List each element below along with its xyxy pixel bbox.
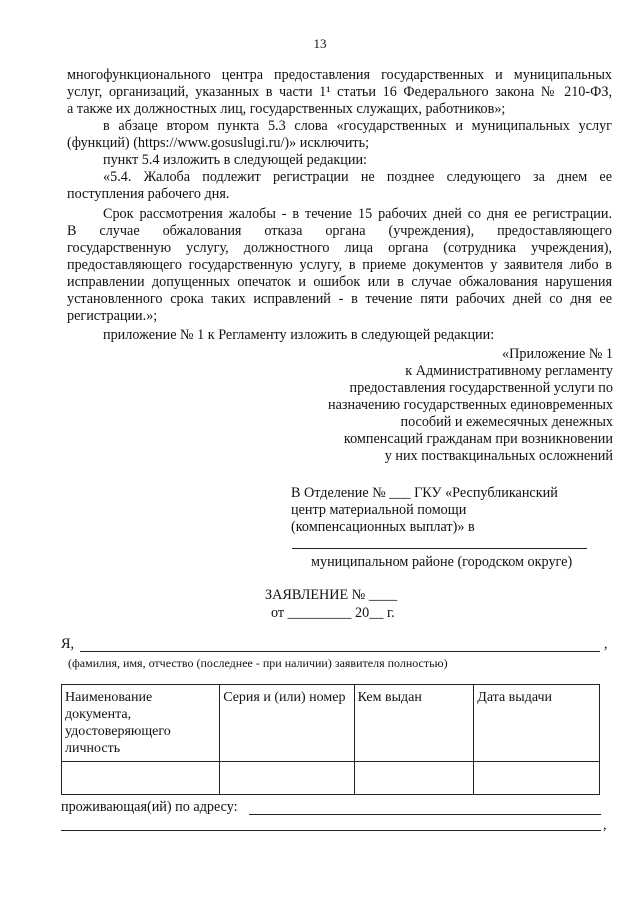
table-header-row (62, 685, 600, 762)
table-header-cell: Дата выдачи (474, 685, 600, 762)
appendix-heading-line: пособий и ежемесячных денежных (400, 414, 613, 430)
body-line: предоставляющего государственную услугу, в приеме документов у заявителя либо в (67, 257, 612, 273)
residence-comma: , (603, 817, 607, 833)
district-caption: муниципальном районе (городском округе) (311, 554, 573, 570)
appendix-heading-line: у них поствакцинальных осложнений (384, 448, 613, 464)
body-line: приложение № 1 к Регламенту изложить в следующей редакции: (103, 327, 495, 343)
appendix-heading-line: компенсаций гражданам при возникновении (343, 431, 613, 447)
residence-address-line[interactable] (249, 814, 601, 815)
form-title: ЗАЯВЛЕНИЕ № ____ (265, 587, 398, 603)
addressee-line: В Отделение № ___ ГКУ «Республиканский (291, 485, 558, 501)
identity-document-table (61, 684, 600, 795)
body-line: в абзаце втором пункта 5.3 слова «государственных и муниципальных услуг (103, 118, 612, 134)
table-cell[interactable] (354, 762, 474, 795)
page-number: 13 (313, 36, 327, 51)
appendix-heading-line: назначению государственных единовременных (328, 397, 613, 413)
district-blank-line[interactable] (292, 548, 587, 549)
body-line: (функций) (https://www.gosuslugi.ru/)» исключить; (67, 135, 370, 151)
applicant-comma: , (604, 636, 608, 652)
body-line: регистрации.»; (67, 308, 158, 324)
addressee-line: центр материальной помощи (291, 502, 467, 518)
body-line: многофункционального центра предоставления государственных и муниципальных (67, 67, 612, 83)
body-line: а также их должностных лиц, государственных служащих, работников»; (67, 101, 506, 117)
table-cell[interactable] (62, 762, 220, 795)
applicant-caption: (фамилия, имя, отчество (последнее - при наличии) заявителя полностью) (68, 656, 448, 670)
appendix-heading-line: предоставления государственной услуги по (349, 380, 613, 396)
body-line: поступления рабочего дня. (67, 186, 230, 202)
body-line: исправлении допущенных опечаток и ошибок или в случае обжалования нарушения (67, 274, 612, 290)
table-header-cell: Серия и (или) номер (220, 685, 354, 762)
residence-label: проживающая(ий) по адресу: (61, 799, 238, 815)
residence-address-line-2[interactable] (61, 830, 601, 831)
body-line: услуг, организаций, указанных в части 1¹ статьи 16 Федерального закона № 210-ФЗ, (67, 84, 612, 100)
table-row (62, 762, 600, 795)
body-line: В случае обжалования отказа органа (учреждения), предоставляющего (67, 223, 612, 239)
addressee-line: (компенсационных выплат)» в (291, 519, 475, 535)
body-line: государственную услугу, должностного лица органа (сотрудника учреждения), (67, 240, 612, 256)
applicant-name-line[interactable] (80, 651, 600, 652)
body-line: установленного срока таких исправлений - в течение пяти рабочих дней со дня ее (67, 291, 612, 307)
table-cell[interactable] (474, 762, 600, 795)
appendix-heading-line: «Приложение № 1 (502, 346, 613, 362)
body-line: Срок рассмотрения жалобы - в течение 15 рабочих дней со дня ее регистрации. (103, 206, 612, 222)
form-date: от _________ 20__ г. (271, 605, 395, 621)
table-header-cell: Кем выдан (354, 685, 474, 762)
body-line: «5.4. Жалоба подлежит регистрации не позднее следующего за днем ее (103, 169, 612, 185)
appendix-heading-line: к Административному регламенту (405, 363, 613, 379)
body-line: пункт 5.4 изложить в следующей редакции: (103, 152, 367, 168)
table-header-cell: Наименование документа, удостоверяющего личность (62, 685, 220, 762)
table-cell[interactable] (220, 762, 354, 795)
applicant-prefix: Я, (61, 636, 75, 652)
